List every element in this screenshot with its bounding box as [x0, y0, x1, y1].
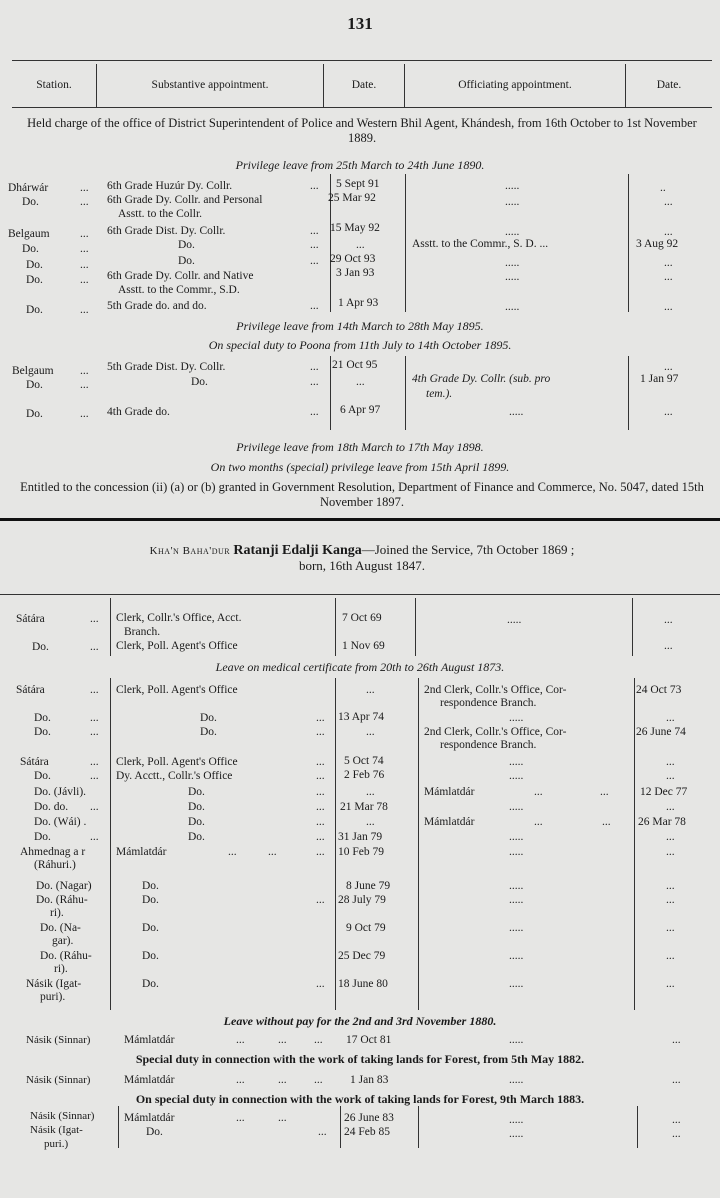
- ellipsis: ...: [602, 816, 611, 828]
- special-duty-note: Special duty in connection with the work of taking lands for Forest, from 5th May 1882.: [135, 1052, 585, 1066]
- date-cell: 3 Jan 93: [336, 267, 375, 279]
- empty-dots: .....: [505, 257, 520, 269]
- appointment-cell: 6th Grade Dy. Collr. and Personal: [107, 194, 263, 206]
- empty-dots: .....: [509, 712, 524, 724]
- appointment-cell: 6th Grade Dy. Collr. and Native: [107, 270, 254, 282]
- ellipsis: ...: [316, 831, 325, 843]
- officiating-date-cell: 26 June 74: [636, 726, 686, 738]
- ellipsis: ...: [80, 365, 89, 377]
- station-cell: gar).: [52, 935, 74, 947]
- officiating-cell: Mámlatdár: [424, 816, 475, 828]
- ellipsis: ...: [236, 1074, 245, 1086]
- appointment-cell: Do.: [142, 880, 159, 892]
- col-substantive-header: Substantive appointment.: [151, 79, 269, 91]
- ellipsis: ...: [310, 300, 319, 312]
- station-cell: Sátára: [16, 684, 45, 696]
- empty-dots: ...: [664, 301, 673, 313]
- appointment-cell: Do.: [200, 726, 217, 738]
- appointment-cell: Mámlatdár: [124, 1074, 175, 1086]
- leave-note: On two months (special) privilege leave from 15th April 1899.: [210, 460, 510, 474]
- empty-dots: .....: [505, 271, 520, 283]
- ellipsis: ...: [316, 726, 325, 738]
- column-divider: [335, 678, 336, 1010]
- appointment-cell: 6th Grade Huzúr Dy. Collr.: [107, 180, 233, 192]
- date-cell: 17 Oct 81: [346, 1034, 392, 1046]
- ellipsis: ...: [310, 225, 319, 237]
- station-cell: Do.: [26, 408, 43, 420]
- station-cell: Do.: [34, 726, 51, 738]
- empty-dots: ...: [664, 640, 673, 652]
- appointment-cell: Do.: [146, 1126, 163, 1138]
- empty-dots: ...: [666, 712, 675, 724]
- ellipsis: ...: [90, 756, 99, 768]
- ellipsis: ...: [278, 1034, 287, 1046]
- empty-dots: .....: [509, 1114, 524, 1126]
- empty-dots: ...: [666, 950, 675, 962]
- ellipsis: ...: [600, 786, 609, 798]
- ellipsis: ...: [316, 894, 325, 906]
- empty-dots: .....: [509, 846, 524, 858]
- date-cell: 1 Apr 93: [338, 297, 379, 309]
- empty-dots: .....: [505, 226, 520, 238]
- empty-dots: .....: [509, 950, 524, 962]
- header-divider: [96, 64, 97, 107]
- date-cell: 7 Oct 69: [342, 612, 382, 624]
- empty-dots: ..: [660, 182, 666, 194]
- date-cell: 21 Mar 78: [340, 801, 388, 813]
- empty-dots: ...: [666, 922, 675, 934]
- station-cell: Belgaum: [8, 228, 50, 240]
- ellipsis: ...: [310, 255, 319, 267]
- station-cell: ri).: [50, 907, 64, 919]
- appointment-cell: Do.: [178, 255, 195, 267]
- appointment-cell: Do.: [188, 786, 205, 798]
- date-cell: 2 Feb 76: [344, 769, 385, 781]
- empty-dots: ...: [664, 226, 673, 238]
- empty-dots: ...: [666, 978, 675, 990]
- empty-dots: ...: [664, 196, 673, 208]
- column-divider: [418, 1106, 419, 1148]
- date-cell: 18 June 80: [338, 978, 388, 990]
- header-divider: [323, 64, 324, 107]
- empty-dots: .....: [509, 406, 524, 418]
- ellipsis: ...: [90, 613, 99, 625]
- empty-dots: ...: [672, 1034, 681, 1046]
- empty-dots: ...: [666, 801, 675, 813]
- date-cell: ...: [366, 816, 375, 828]
- section-separator: [0, 518, 720, 521]
- officiating-cell: Asstt. to the Commr., S. D. ...: [412, 238, 549, 250]
- date-cell: 1 Nov 69: [342, 640, 385, 652]
- ellipsis: ...: [310, 406, 319, 418]
- date-cell: 5 Oct 74: [344, 755, 384, 767]
- appointment-cell: 5th Grade Dist. Dy. Collr.: [107, 361, 226, 373]
- date-cell: 6 Apr 97: [340, 404, 381, 416]
- appointment-cell: Mámlatdár: [124, 1034, 175, 1046]
- column-divider: [632, 598, 633, 656]
- date-cell: 31 Jan 79: [338, 831, 383, 843]
- ellipsis: ...: [316, 756, 325, 768]
- appointment-cell: Do.: [200, 712, 217, 724]
- special-duty-note: On special duty in connection with the work of taking lands for Forest, 9th March 1883.: [135, 1092, 585, 1106]
- station-cell: Do.: [26, 304, 43, 316]
- appointment-cell: Do.: [142, 894, 159, 906]
- officiating-cell: 2nd Clerk, Collr.'s Office, Cor-: [424, 726, 567, 738]
- ellipsis: ...: [310, 376, 319, 388]
- empty-dots: ...: [672, 1128, 681, 1140]
- station-cell: Do.: [34, 712, 51, 724]
- ellipsis: ...: [310, 180, 319, 192]
- date-cell: 25 Dec 79: [338, 950, 386, 962]
- ellipsis: ...: [316, 770, 325, 782]
- appointment-cell: Clerk, Poll. Agent's Office: [116, 756, 238, 768]
- ellipsis: ...: [80, 196, 89, 208]
- empty-dots: .....: [509, 801, 524, 813]
- column-divider: [415, 598, 416, 656]
- ellipsis: ...: [316, 978, 325, 990]
- ellipsis: ...: [278, 1112, 287, 1124]
- date-cell: 9 Oct 79: [346, 922, 386, 934]
- ellipsis: ...: [80, 228, 89, 240]
- empty-dots: ...: [672, 1114, 681, 1126]
- station-cell: Násik (Igat-: [26, 978, 82, 990]
- appointment-cell: 5th Grade do. and do.: [107, 300, 207, 312]
- leave-note: Privilege leave from 14th March to 28th May 1895.: [236, 319, 484, 333]
- date-cell: ...: [356, 239, 365, 251]
- col-date-header: Date.: [351, 79, 377, 91]
- date-cell: 5 Sept 91: [336, 178, 380, 190]
- officiating-cell: respondence Branch.: [440, 697, 537, 709]
- appointment-cell: Branch.: [124, 626, 161, 638]
- empty-dots: ...: [666, 831, 675, 843]
- column-divider: [335, 598, 336, 656]
- empty-dots: ...: [664, 271, 673, 283]
- station-cell: Do. (Ráhu-: [40, 950, 92, 962]
- date-cell: 1 Jan 83: [350, 1074, 389, 1086]
- empty-dots: ...: [666, 756, 675, 768]
- station-cell: Do.: [26, 379, 43, 391]
- station-cell: Do.: [22, 196, 39, 208]
- date-cell: 10 Feb 79: [338, 846, 384, 858]
- station-cell: Ahmednag a r: [20, 846, 86, 858]
- officiating-cell: 2nd Clerk, Collr.'s Office, Cor-: [424, 684, 567, 696]
- column-divider: [637, 1106, 638, 1148]
- ellipsis: ...: [534, 786, 543, 798]
- ellipsis: ...: [90, 831, 99, 843]
- station-cell: Do.: [26, 274, 43, 286]
- column-divider: [110, 598, 111, 656]
- ellipsis: ...: [316, 816, 325, 828]
- ellipsis: ...: [80, 274, 89, 286]
- ellipsis: ...: [228, 846, 237, 858]
- appointment-cell: Mámlatdár: [116, 846, 167, 858]
- empty-dots: .....: [505, 180, 520, 192]
- ellipsis: ...: [236, 1034, 245, 1046]
- appointment-cell: Do.: [188, 816, 205, 828]
- date-cell: ...: [366, 726, 375, 738]
- column-divider: [330, 356, 331, 430]
- station-cell: Násik (Sinnar): [26, 1034, 91, 1046]
- empty-dots: ...: [664, 406, 673, 418]
- ellipsis: ...: [80, 304, 89, 316]
- officer-title: Kha'n Baha'dur: [149, 545, 231, 557]
- station-cell: Sátára: [20, 756, 49, 768]
- station-cell: puri.): [44, 1138, 69, 1150]
- empty-dots: .....: [509, 1074, 524, 1086]
- empty-dots: ...: [666, 846, 675, 858]
- appointment-cell: Clerk, Poll. Agent's Office: [116, 640, 238, 652]
- ellipsis: ...: [268, 846, 277, 858]
- station-cell: ri).: [54, 963, 68, 975]
- leave-note: Leave without pay for the 2nd and 3rd November 1880.: [223, 1014, 497, 1028]
- ellipsis: ...: [90, 726, 99, 738]
- header-divider: [404, 64, 405, 107]
- header-divider: [625, 64, 626, 107]
- ellipsis: ...: [316, 786, 325, 798]
- ellipsis: ...: [316, 801, 325, 813]
- station-cell: Do.: [34, 770, 51, 782]
- leave-note: Privilege leave from 25th March to 24th June 1890.: [235, 158, 485, 172]
- empty-dots: .....: [509, 1034, 524, 1046]
- empty-dots: .....: [509, 978, 524, 990]
- officiating-cell: Mámlatdár: [424, 786, 475, 798]
- ellipsis: ...: [90, 641, 99, 653]
- empty-dots: ...: [666, 894, 675, 906]
- empty-dots: ...: [672, 1074, 681, 1086]
- ellipsis: ...: [310, 361, 319, 373]
- table-rule: [0, 594, 720, 595]
- ellipsis: ...: [310, 239, 319, 251]
- station-cell: Násik (Sinnar): [26, 1074, 91, 1086]
- col-station-header: Station.: [36, 79, 72, 91]
- header-rule-top: [12, 60, 712, 61]
- empty-dots: .....: [509, 770, 524, 782]
- station-cell: Do. (Na-: [40, 922, 81, 934]
- empty-dots: ...: [664, 257, 673, 269]
- officiating-date-cell: 3 Aug 92: [636, 238, 679, 250]
- station-cell: puri).: [40, 991, 66, 1003]
- appointment-cell: Do.: [188, 831, 205, 843]
- ellipsis: ...: [90, 801, 99, 813]
- ellipsis: ...: [80, 243, 89, 255]
- column-divider: [118, 1106, 119, 1148]
- appointment-cell: Dy. Acctt., Collr.'s Office: [116, 770, 233, 782]
- empty-dots: ...: [666, 880, 675, 892]
- column-divider: [418, 678, 419, 1010]
- ellipsis: ...: [80, 182, 89, 194]
- station-cell: Do. do.: [34, 801, 69, 813]
- ellipsis: ...: [318, 1126, 327, 1138]
- officiating-date-cell: 1 Jan 97: [640, 373, 679, 385]
- col-officiating-header: Officiating appointment.: [458, 79, 572, 91]
- date-cell: 13 Apr 74: [338, 711, 384, 723]
- station-cell: Do.: [34, 831, 51, 843]
- station-cell: Do.: [26, 259, 43, 271]
- ellipsis: ...: [278, 1074, 287, 1086]
- date-cell: 24 Feb 85: [344, 1126, 390, 1138]
- appointment-cell: Clerk, Poll. Agent's Office: [116, 684, 238, 696]
- appointment-cell: Do.: [142, 922, 159, 934]
- officer-joined: —Joined the Service, 7th October 1869 ;: [361, 542, 575, 557]
- station-cell: Dhárwár: [8, 182, 49, 194]
- date-cell: 29 Oct 93: [330, 253, 376, 265]
- officiating-date-cell: 24 Oct 73: [636, 684, 682, 696]
- top-note: Held charge of the office of District Superintendent of Police and Western Bhil Agent, Khándesh, from 16th October to 1st November 1889.: [27, 116, 697, 145]
- column-divider: [110, 678, 111, 1010]
- station-cell: Belgaum: [12, 365, 54, 377]
- empty-dots: .....: [509, 1128, 524, 1140]
- date-cell: 28 July 79: [338, 894, 386, 906]
- empty-dots: ...: [664, 361, 673, 373]
- appointment-cell: 4th Grade do.: [107, 406, 170, 418]
- date-cell: ...: [366, 684, 375, 696]
- appointment-cell: Do.: [142, 978, 159, 990]
- appointment-cell: Do.: [191, 376, 208, 388]
- col-date2-header: Date.: [656, 79, 682, 91]
- date-cell: ...: [366, 786, 375, 798]
- station-cell: Do. (Nagar): [36, 880, 92, 892]
- empty-dots: .....: [505, 301, 520, 313]
- officiating-date-cell: 26 Mar 78: [638, 816, 686, 828]
- station-cell: Do. (Jávli).: [34, 786, 87, 798]
- officer-name: Ratanji Edalji Kanga: [233, 543, 362, 558]
- column-divider: [628, 356, 629, 430]
- ellipsis: ...: [80, 408, 89, 420]
- empty-dots: .....: [509, 756, 524, 768]
- header-rule-bottom: [12, 107, 712, 108]
- station-cell: Do. (Wái) .: [34, 816, 87, 828]
- station-cell: (Ráhuri.): [34, 859, 76, 871]
- date-cell: 8 June 79: [346, 880, 391, 892]
- station-cell: Do. (Ráhu-: [36, 894, 88, 906]
- officer-heading: [12, 542, 712, 559]
- ellipsis: ...: [314, 1074, 323, 1086]
- ellipsis: ...: [90, 684, 99, 696]
- ellipsis: ...: [80, 259, 89, 271]
- ellipsis: ...: [80, 379, 89, 391]
- empty-dots: ...: [666, 770, 675, 782]
- date-cell: 26 June 83: [344, 1112, 394, 1124]
- station-cell: Sátára: [16, 613, 45, 625]
- column-divider: [340, 1106, 341, 1148]
- ellipsis: ...: [314, 1034, 323, 1046]
- date-cell: 15 May 92: [330, 222, 380, 234]
- empty-dots: .....: [505, 196, 520, 208]
- appointment-cell: Asstt. to the Collr.: [118, 208, 203, 220]
- appointment-cell: Mámlatdár: [124, 1112, 175, 1124]
- column-divider: [405, 174, 406, 312]
- ellipsis: ...: [236, 1112, 245, 1124]
- leave-note: Privilege leave from 18th March to 17th May 1898.: [236, 440, 484, 454]
- page-number: 131: [347, 14, 373, 33]
- date-cell: 21 Oct 95: [332, 359, 378, 371]
- empty-dots: .....: [509, 880, 524, 892]
- empty-dots: .....: [509, 831, 524, 843]
- column-divider: [405, 356, 406, 430]
- date-cell: 25 Mar 92: [328, 192, 376, 204]
- officiating-cell: respondence Branch.: [440, 739, 537, 751]
- column-divider: [634, 678, 635, 1010]
- empty-dots: .....: [507, 614, 522, 626]
- officer-born: born, 16th August 1847.: [298, 558, 426, 573]
- officiating-date-cell: 12 Dec 77: [640, 786, 688, 798]
- empty-dots: ...: [664, 614, 673, 626]
- leave-note: On special duty to Poona from 11th July to 14th October 1895.: [208, 338, 512, 352]
- station-cell: Násik (Igat-: [30, 1124, 83, 1136]
- appointment-cell: 6th Grade Dist. Dy. Collr.: [107, 225, 226, 237]
- ellipsis: ...: [316, 712, 325, 724]
- appointment-cell: Do.: [188, 801, 205, 813]
- station-cell: Do.: [32, 641, 49, 653]
- ellipsis: ...: [90, 770, 99, 782]
- station-cell: Do.: [22, 243, 39, 255]
- concession-note: Entitled to the concession (ii) (a) or (b) granted in Government Resolution, Department of Finance and Commerce, No. 5047, dated 15th November 1897.: [20, 480, 704, 509]
- ellipsis: ...: [316, 846, 325, 858]
- ellipsis: ...: [90, 712, 99, 724]
- appointment-cell: Clerk, Collr.'s Office, Acct.: [116, 612, 242, 624]
- officiating-cell: 4th Grade Dy. Collr. (sub. pro: [412, 373, 551, 385]
- leave-note: Leave on medical certificate from 20th to 26th August 1873.: [215, 660, 505, 674]
- appointment-cell: Asstt. to the Commr., S.D.: [118, 284, 240, 296]
- column-divider: [628, 174, 629, 312]
- empty-dots: .....: [509, 922, 524, 934]
- station-cell: Násik (Sinnar): [30, 1110, 95, 1122]
- empty-dots: .....: [509, 894, 524, 906]
- appointment-cell: Do.: [142, 950, 159, 962]
- date-cell: ...: [356, 376, 365, 388]
- officiating-cell: tem.).: [426, 388, 453, 400]
- appointment-cell: Do.: [178, 239, 195, 251]
- ellipsis: ...: [534, 816, 543, 828]
